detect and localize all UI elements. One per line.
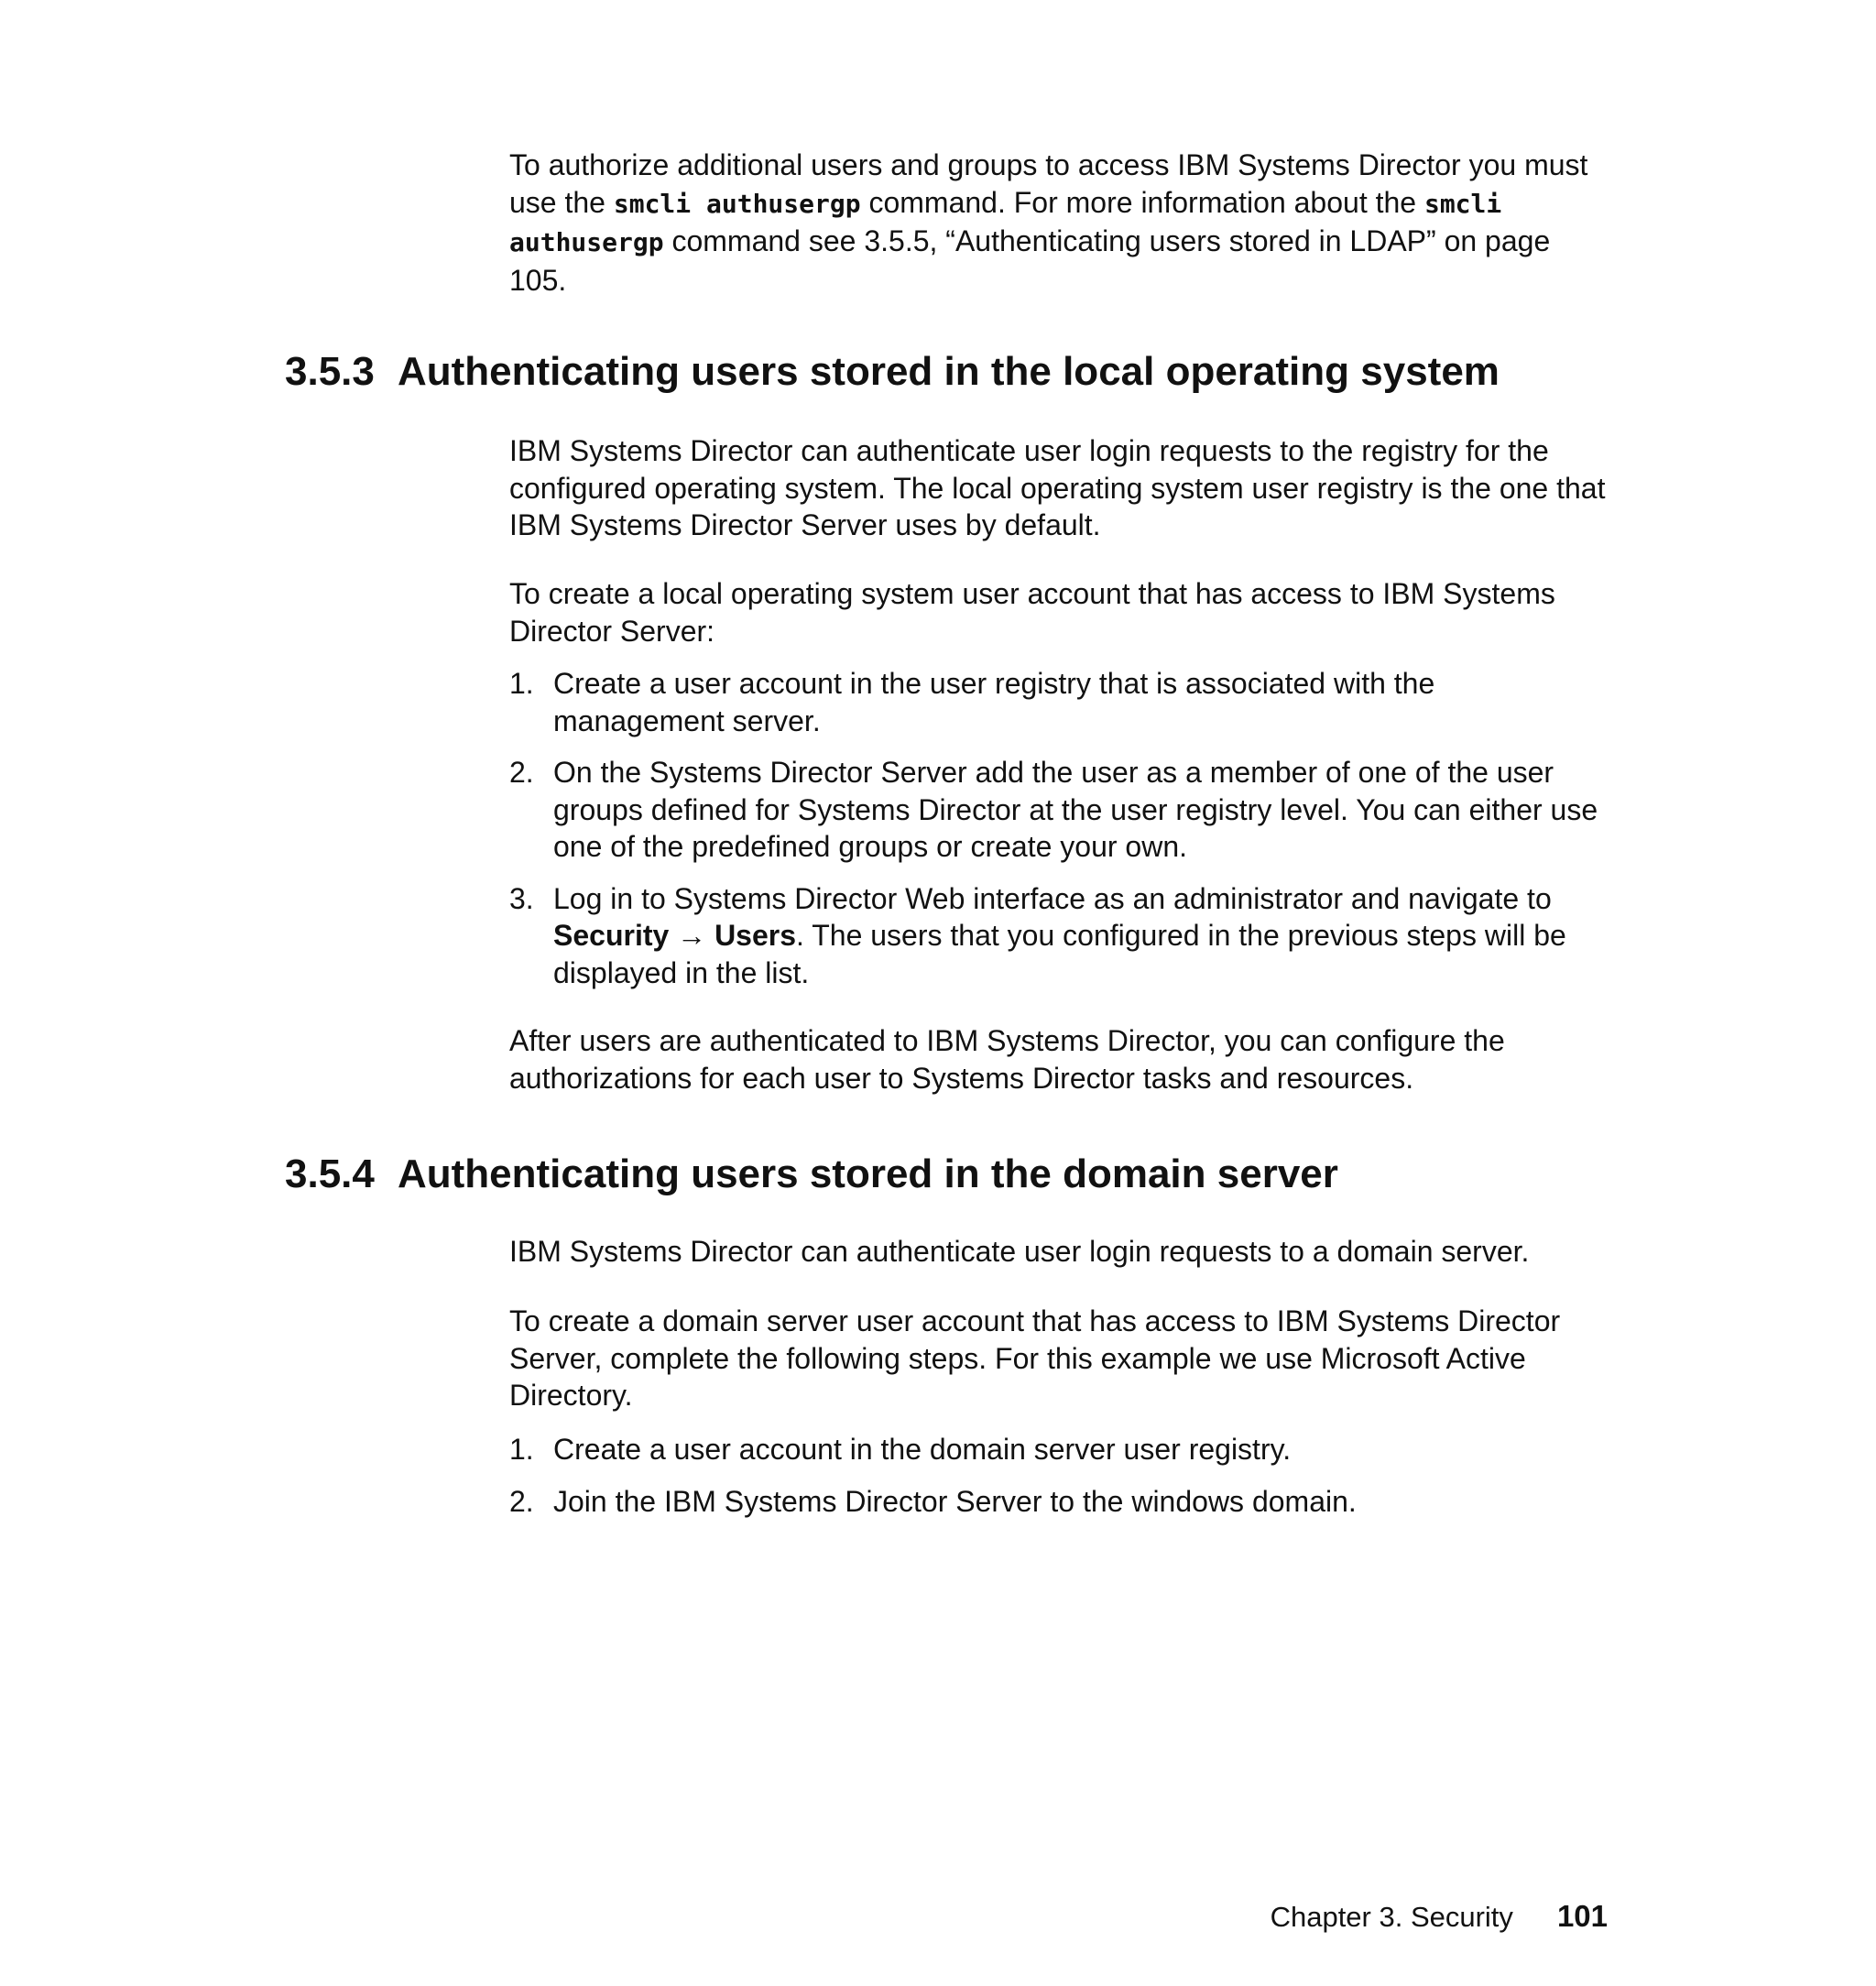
section-353-paragraph-2: To create a local operating system user account that has access to IBM Systems Director Server: [509,577,1555,648]
section-353-step-2 [509,754,1609,866]
menu-path-users: Users [714,919,797,952]
section-354-steps [509,1431,1609,1520]
section-353-paragraph-3: After users are authenticated to IBM Systems Director, you can configure the authorizations for each user to Systems Director tasks and resources. [509,1024,1505,1095]
step-text: On the Systems Director Server add the user as a member of one of the user groups defined for Systems Director at the user registry level. You can either use one of the predefined groups or create your own. [553,756,1598,863]
section-353-title: Authenticating users stored in the local operating system [398,349,1500,394]
footer-chapter-title: Chapter 3. Security [1270,1901,1513,1933]
step-number: 3. [509,881,534,915]
section-353-p3-block [509,1022,1609,1097]
menu-path-security: Security [553,919,670,952]
section-354-number: 3.5.4 [285,1151,375,1196]
section-353-paragraph-1: IBM Systems Director can authenticate user login requests to the registry for the configured operating system. The local operating system user registry is the one that IBM Systems Director Server uses by default. [509,434,1606,541]
step-text-post: . The users that you configured in the previous steps will be displayed in the list. [553,919,1566,989]
menu-path-arrow: → [669,919,715,952]
section-354-heading [285,1149,1659,1200]
step-number: 2. [509,756,534,789]
section-353-p2-block [509,575,1609,649]
footer-page-number: 101 [1556,1899,1608,1933]
intro-block [509,147,1609,299]
step-number: 2. [509,1484,534,1518]
intro-paragraph [509,147,1609,299]
intro-text-1: To authorize additional users and groups to access IBM Systems Director you must use the [509,148,1588,219]
section-354-step-1 [509,1431,1609,1468]
section-354-p1-block [509,1233,1609,1271]
section-353-step-1 [509,665,1609,739]
section-353-steps [509,665,1609,991]
section-354-paragraph-1: IBM Systems Director can authenticate user login requests to a domain server. [509,1235,1530,1268]
section-353-step-3 [509,880,1609,992]
step-text: Create a user account in the domain server user registry. [553,1433,1292,1466]
step-number: 1. [509,1433,534,1466]
intro-text-2: command. For more information about the [860,185,1424,219]
section-353-number: 3.5.3 [285,349,375,394]
step-text: Create a user account in the user registry that is associated with the management server. [553,667,1435,737]
step-number: 1. [509,667,534,700]
step-text-pre: Log in to Systems Director Web interface as an administrator and navigate to [553,881,1552,915]
page-footer [1271,1898,1608,1936]
section-354-step-2 [509,1483,1609,1521]
step-text: Join the IBM Systems Director Server to the windows domain. [553,1484,1357,1518]
section-354-title: Authenticating users stored in the domain server [398,1151,1338,1196]
intro-text-3: command see 3.5.5, “Authenticating users stored in LDAP” on page 105. [509,224,1551,297]
section-354-p2-block [509,1303,1609,1414]
intro-command-1: smcli authusergp [613,188,861,219]
section-353-heading [285,346,1659,398]
section-354-paragraph-2: To create a domain server user account that has access to IBM Systems Director Server, complete the following steps. For this example we use Microsoft Active Directory. [509,1304,1561,1412]
intro-command-2: smcli authusergp [509,188,1502,257]
section-353-p1-block [509,432,1609,544]
